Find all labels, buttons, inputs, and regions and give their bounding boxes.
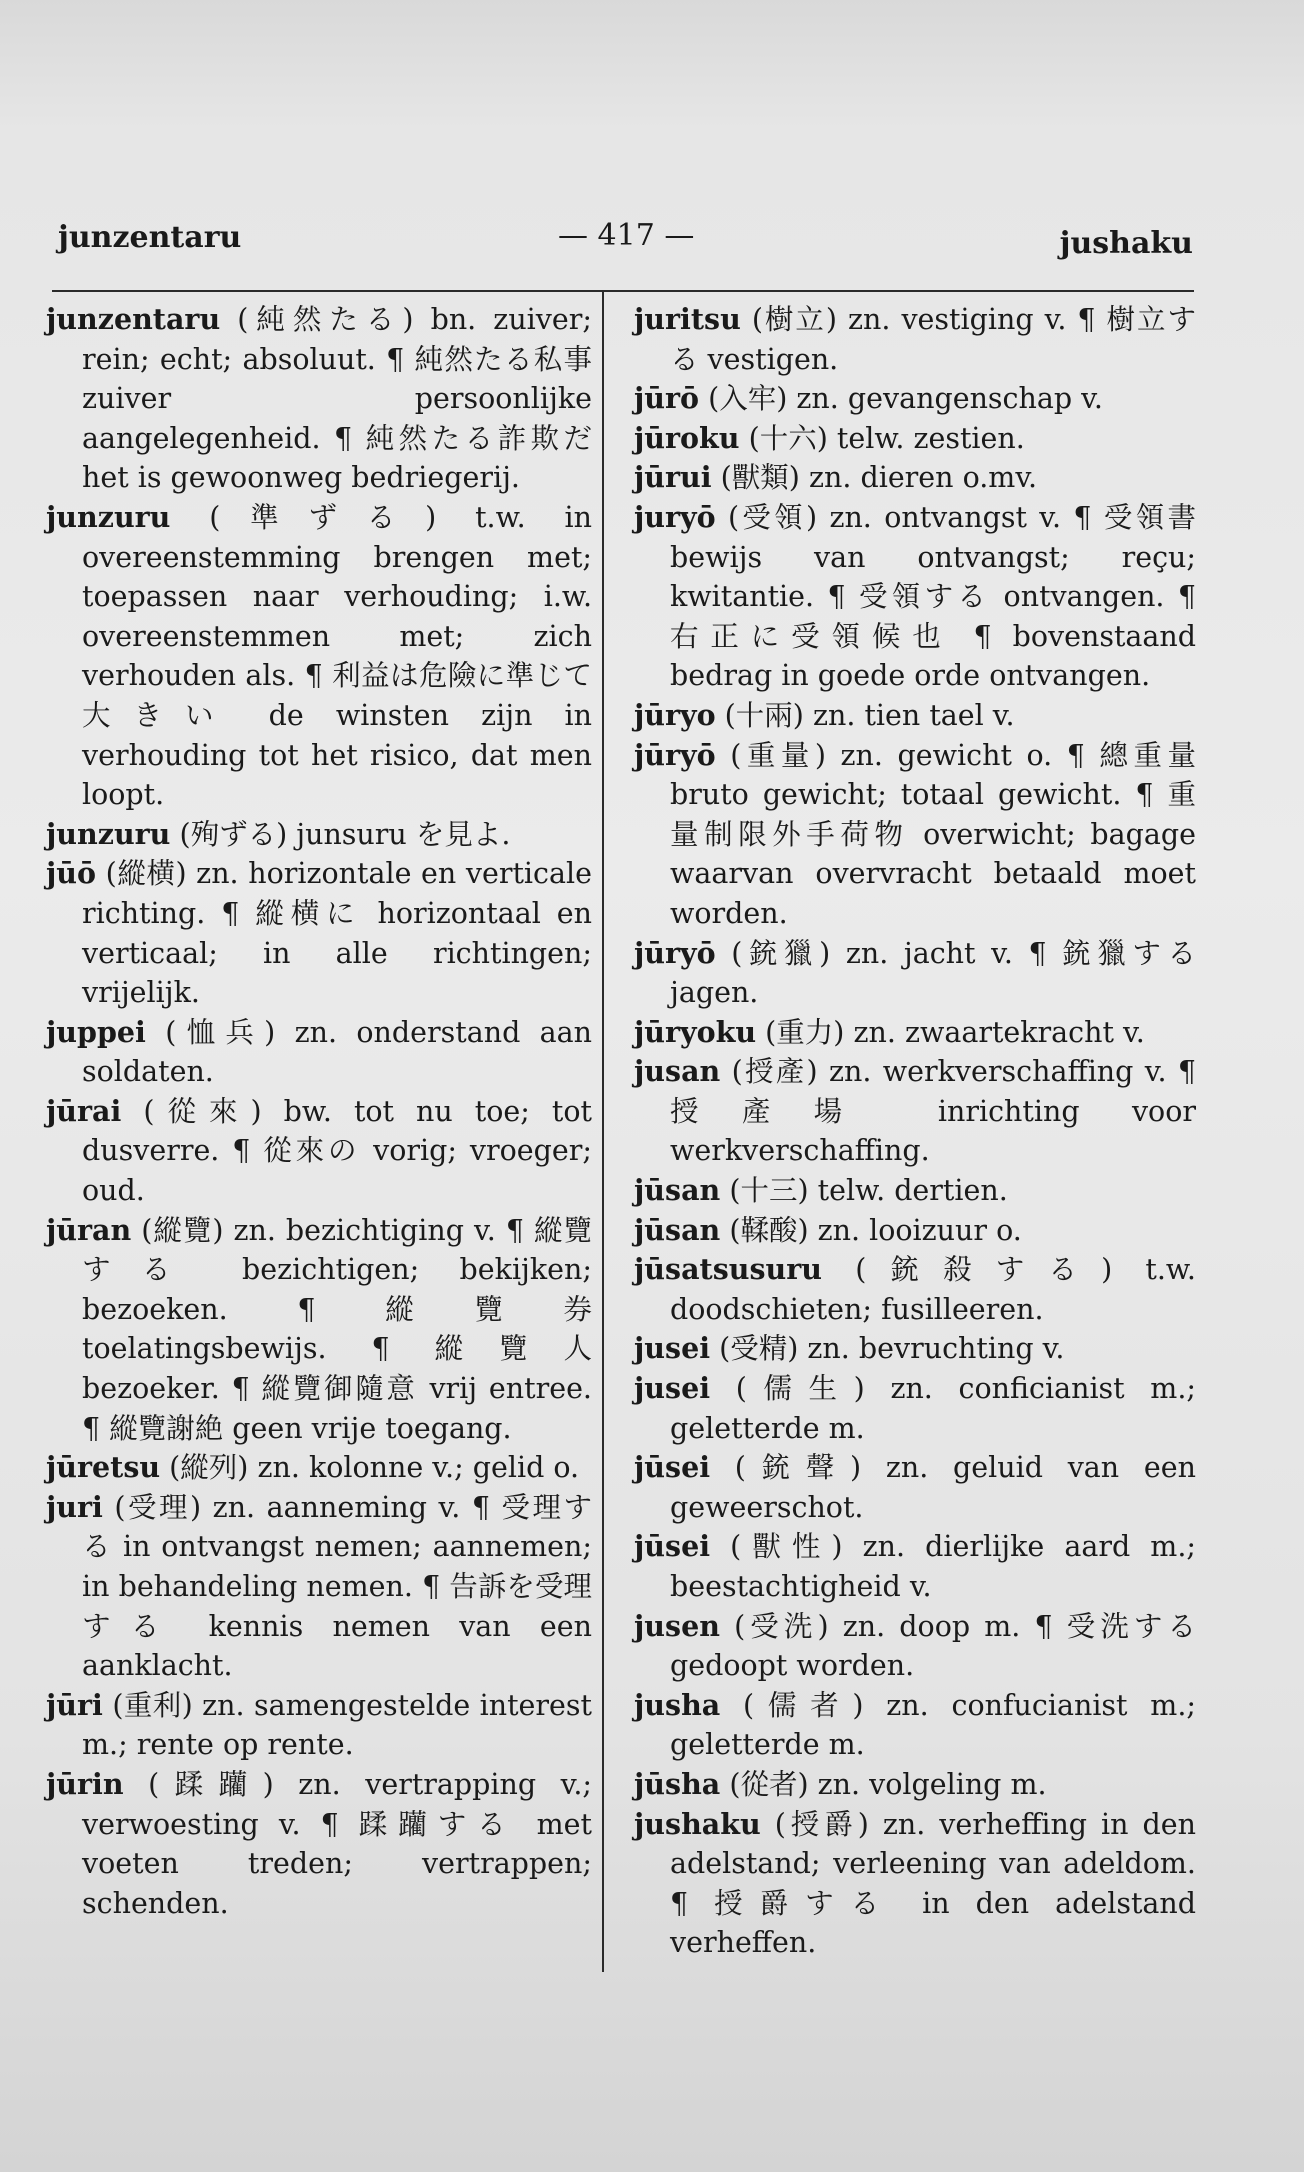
entry-headword: jūsha <box>634 1766 721 1801</box>
entry-definition: (十三) telw. dertien. <box>720 1174 1008 1208</box>
left-column <box>46 300 592 1923</box>
dictionary-entry <box>46 1765 592 1923</box>
entry-headword: jūō <box>46 856 97 891</box>
entry-definition: (十兩) zn. tien tael v. <box>715 698 1015 732</box>
entry-headword: jūrai <box>46 1093 122 1128</box>
entry-headword: jusen <box>634 1608 720 1643</box>
entry-definition: (從者) zn. volgeling m. <box>720 1767 1047 1801</box>
dictionary-entry <box>46 1211 592 1449</box>
entry-definition: (受理) zn. aanneming v. ¶ 受理する in ontvangst nemen; aannemen; in behandeling nemen. ¶ 告訴を受理する kennis nemen van een aanklacht. <box>82 1490 592 1683</box>
entry-headword: junzuru <box>46 816 171 851</box>
entry-headword: jūrin <box>46 1766 124 1801</box>
dictionary-entry <box>634 458 1196 498</box>
dictionary-entry <box>634 1607 1196 1686</box>
entry-definition: (受洗) zn. doop m. ¶ 受洗する gedoopt worden. <box>670 1609 1196 1683</box>
entry-definition: (入牢) zn. gevangenschap v. <box>699 382 1103 416</box>
left-guide-word: junzentaru <box>58 220 242 255</box>
dictionary-entry <box>634 498 1196 696</box>
entry-definition: (獸類) zn. dieren o.mv. <box>711 461 1038 495</box>
entry-headword: jūrō <box>634 381 700 416</box>
entry-definition: (銃殺する) t.w. doodschieten; fusilleeren. <box>670 1253 1196 1326</box>
dictionary-entry <box>46 854 592 1012</box>
entry-definition: (銃聲) zn. geluid van een geweerschot. <box>670 1451 1196 1524</box>
entry-definition: (重量) zn. gewicht o. ¶ 總重量 bruto gewicht; totaal gewicht. ¶ 重量制限外手荷物 overwicht; bagage waarvan overvracht betaald moet worden. <box>670 738 1196 930</box>
dictionary-entry <box>634 1765 1196 1805</box>
entry-headword: juppei <box>46 1014 146 1049</box>
entry-definition: (授產) zn. werkverschaffing v. ¶ 授產場 inrichting voor werkverschaffing. <box>670 1055 1196 1168</box>
dictionary-entry <box>634 1250 1196 1329</box>
dictionary-entry <box>46 1448 592 1488</box>
entry-definition: (儒生) zn. conficianist m.; geletterde m. <box>670 1372 1196 1445</box>
entry-definition: (儒者) zn. confucianist m.; geletterde m. <box>670 1688 1196 1762</box>
page-number: — 417 — <box>558 218 695 253</box>
right-column <box>634 300 1196 1963</box>
header-rule <box>52 290 1194 292</box>
entry-headword: jusei <box>634 1371 711 1406</box>
entry-definition: (縱列) zn. kolonne v.; gelid o. <box>160 1451 580 1485</box>
dictionary-entry <box>634 379 1196 419</box>
entry-headword: jūsatsusuru <box>634 1252 822 1287</box>
dictionary-entry <box>634 1211 1196 1251</box>
dictionary-entry <box>46 1092 592 1211</box>
entry-headword: jūsan <box>634 1173 721 1208</box>
entry-definition: (殉ずる) junsuru を見よ. <box>170 817 511 851</box>
entry-headword: jūryō <box>634 935 716 970</box>
entry-headword: jūryō <box>634 737 716 772</box>
entry-definition: (獸性) zn. dierlijke aard m.; beestachtigheid v. <box>670 1530 1196 1603</box>
dictionary-entry <box>46 1488 592 1686</box>
dictionary-entry <box>46 1686 592 1765</box>
dictionary-entry <box>634 419 1196 459</box>
entry-headword: jūretsu <box>46 1450 161 1485</box>
entry-headword: jūsan <box>634 1212 721 1247</box>
dictionary-entry <box>634 300 1196 379</box>
entry-headword: jūroku <box>634 420 740 455</box>
entry-headword: jūri <box>46 1687 103 1722</box>
entry-definition: (準ずる) t.w. in overeenstemming brengen met; toepassen naar verhouding; i.w. overeenstemmen met; zich verhouden als. ¶ 利益は危險に準じて大きい de winsten zijn in verhouding tot het risico, dat men loopt. <box>82 500 592 812</box>
entry-headword: junzuru <box>46 499 171 534</box>
entry-headword: juryō <box>634 499 716 534</box>
dictionary-entry <box>46 300 592 498</box>
entry-headword: juri <box>46 1489 103 1524</box>
dictionary-entry <box>634 1527 1196 1606</box>
entry-definition: (縱覽) zn. bezichtiging v. ¶ 縱覽する bezichtigen; bekijken; bezoeken. ¶ 縱覽券 toelatingsbewijs. ¶ 縱覽人 bezoeker. ¶ 縱覽御隨意 vrij entree. ¶ 縱覽謝絶 geen vrije toegang. <box>82 1213 592 1445</box>
dictionary-entry <box>46 1013 592 1092</box>
entry-definition: (樹立) zn. vestiging v. ¶ 樹立する vestigen. <box>670 303 1196 376</box>
entry-headword: juritsu <box>634 302 741 336</box>
dictionary-entry <box>634 934 1196 1013</box>
entry-definition: (鞣酸) zn. looizuur o. <box>720 1213 1022 1247</box>
dictionary-entry <box>634 1171 1196 1211</box>
entry-headword: jūsei <box>634 1450 711 1485</box>
entry-headword: jūsei <box>634 1529 711 1564</box>
dictionary-entry <box>46 815 592 855</box>
entry-headword: jūrui <box>634 460 712 495</box>
entry-definition: (恤兵) zn. onderstand aan soldaten. <box>82 1015 592 1089</box>
dictionary-entry <box>634 1013 1196 1053</box>
entry-definition: (縱横) zn. horizontale en verticale richting. ¶ 縱横に horizontaal en verticaal; in alle richtingen; vrijelijk. <box>82 857 592 1010</box>
dictionary-entry <box>634 1329 1196 1369</box>
entry-headword: jusan <box>634 1054 721 1089</box>
dictionary-entry <box>46 498 592 815</box>
entry-definition: (授爵) zn. verheffing in den adelstand; verleening van adeldom. ¶ 授爵する in den adelstand verheffen. <box>670 1807 1196 1960</box>
dictionary-entry <box>634 696 1196 736</box>
entry-headword: jūryoku <box>634 1014 757 1049</box>
dictionary-entry <box>634 1805 1196 1963</box>
dictionary-entry <box>634 736 1196 934</box>
column-divider <box>602 292 604 1972</box>
entry-definition: (純然たる) bn. zuiver; rein; echt; absoluut. ¶ 純然たる私事 zuiver persoonlijke aangelegenheid. ¶ 純然たる詐欺だ het is gewoonweg bedriegerij. <box>82 303 592 495</box>
entry-definition: (銃獵) zn. jacht v. ¶ 銃獵する jagen. <box>670 936 1196 1010</box>
entry-headword: jusei <box>634 1331 711 1366</box>
entry-headword: jushaku <box>634 1806 761 1841</box>
entry-headword: jūran <box>46 1212 132 1247</box>
entry-headword: jūryo <box>634 697 716 732</box>
entry-headword: junzentaru <box>46 302 221 336</box>
dictionary-entry <box>634 1369 1196 1448</box>
page-header <box>58 212 1193 262</box>
dictionary-entry <box>634 1448 1196 1527</box>
dictionary-entry <box>634 1686 1196 1765</box>
dictionary-entry <box>634 1052 1196 1171</box>
entry-definition: (重力) zn. zwaartekracht v. <box>756 1015 1145 1049</box>
entry-headword: jusha <box>634 1687 721 1722</box>
entry-definition: (受領) zn. ontvangst v. ¶ 受領書 bewijs van ontvangst; reçu; kwitantie. ¶ 受領する ontvangen. ¶ 右正に受領候也 ¶ bovenstaand bedrag in goede orde ontvangen. <box>670 500 1196 693</box>
right-guide-word: jushaku <box>1059 226 1193 261</box>
entry-definition: (蹂躪) zn. vertrapping v.; verwoesting v. ¶ 蹂躪する met voeten treden; vertrappen; schenden. <box>82 1767 592 1920</box>
entry-definition: (從來) bw. tot nu toe; tot dusverre. ¶ 從來の vorig; vroeger; oud. <box>82 1094 592 1208</box>
entry-definition: (受精) zn. bevruchting v. <box>710 1332 1065 1366</box>
entry-definition: (重利) zn. samengestelde interest m.; rente op rente. <box>82 1688 592 1762</box>
entry-definition: (十六) telw. zestien. <box>739 421 1025 455</box>
